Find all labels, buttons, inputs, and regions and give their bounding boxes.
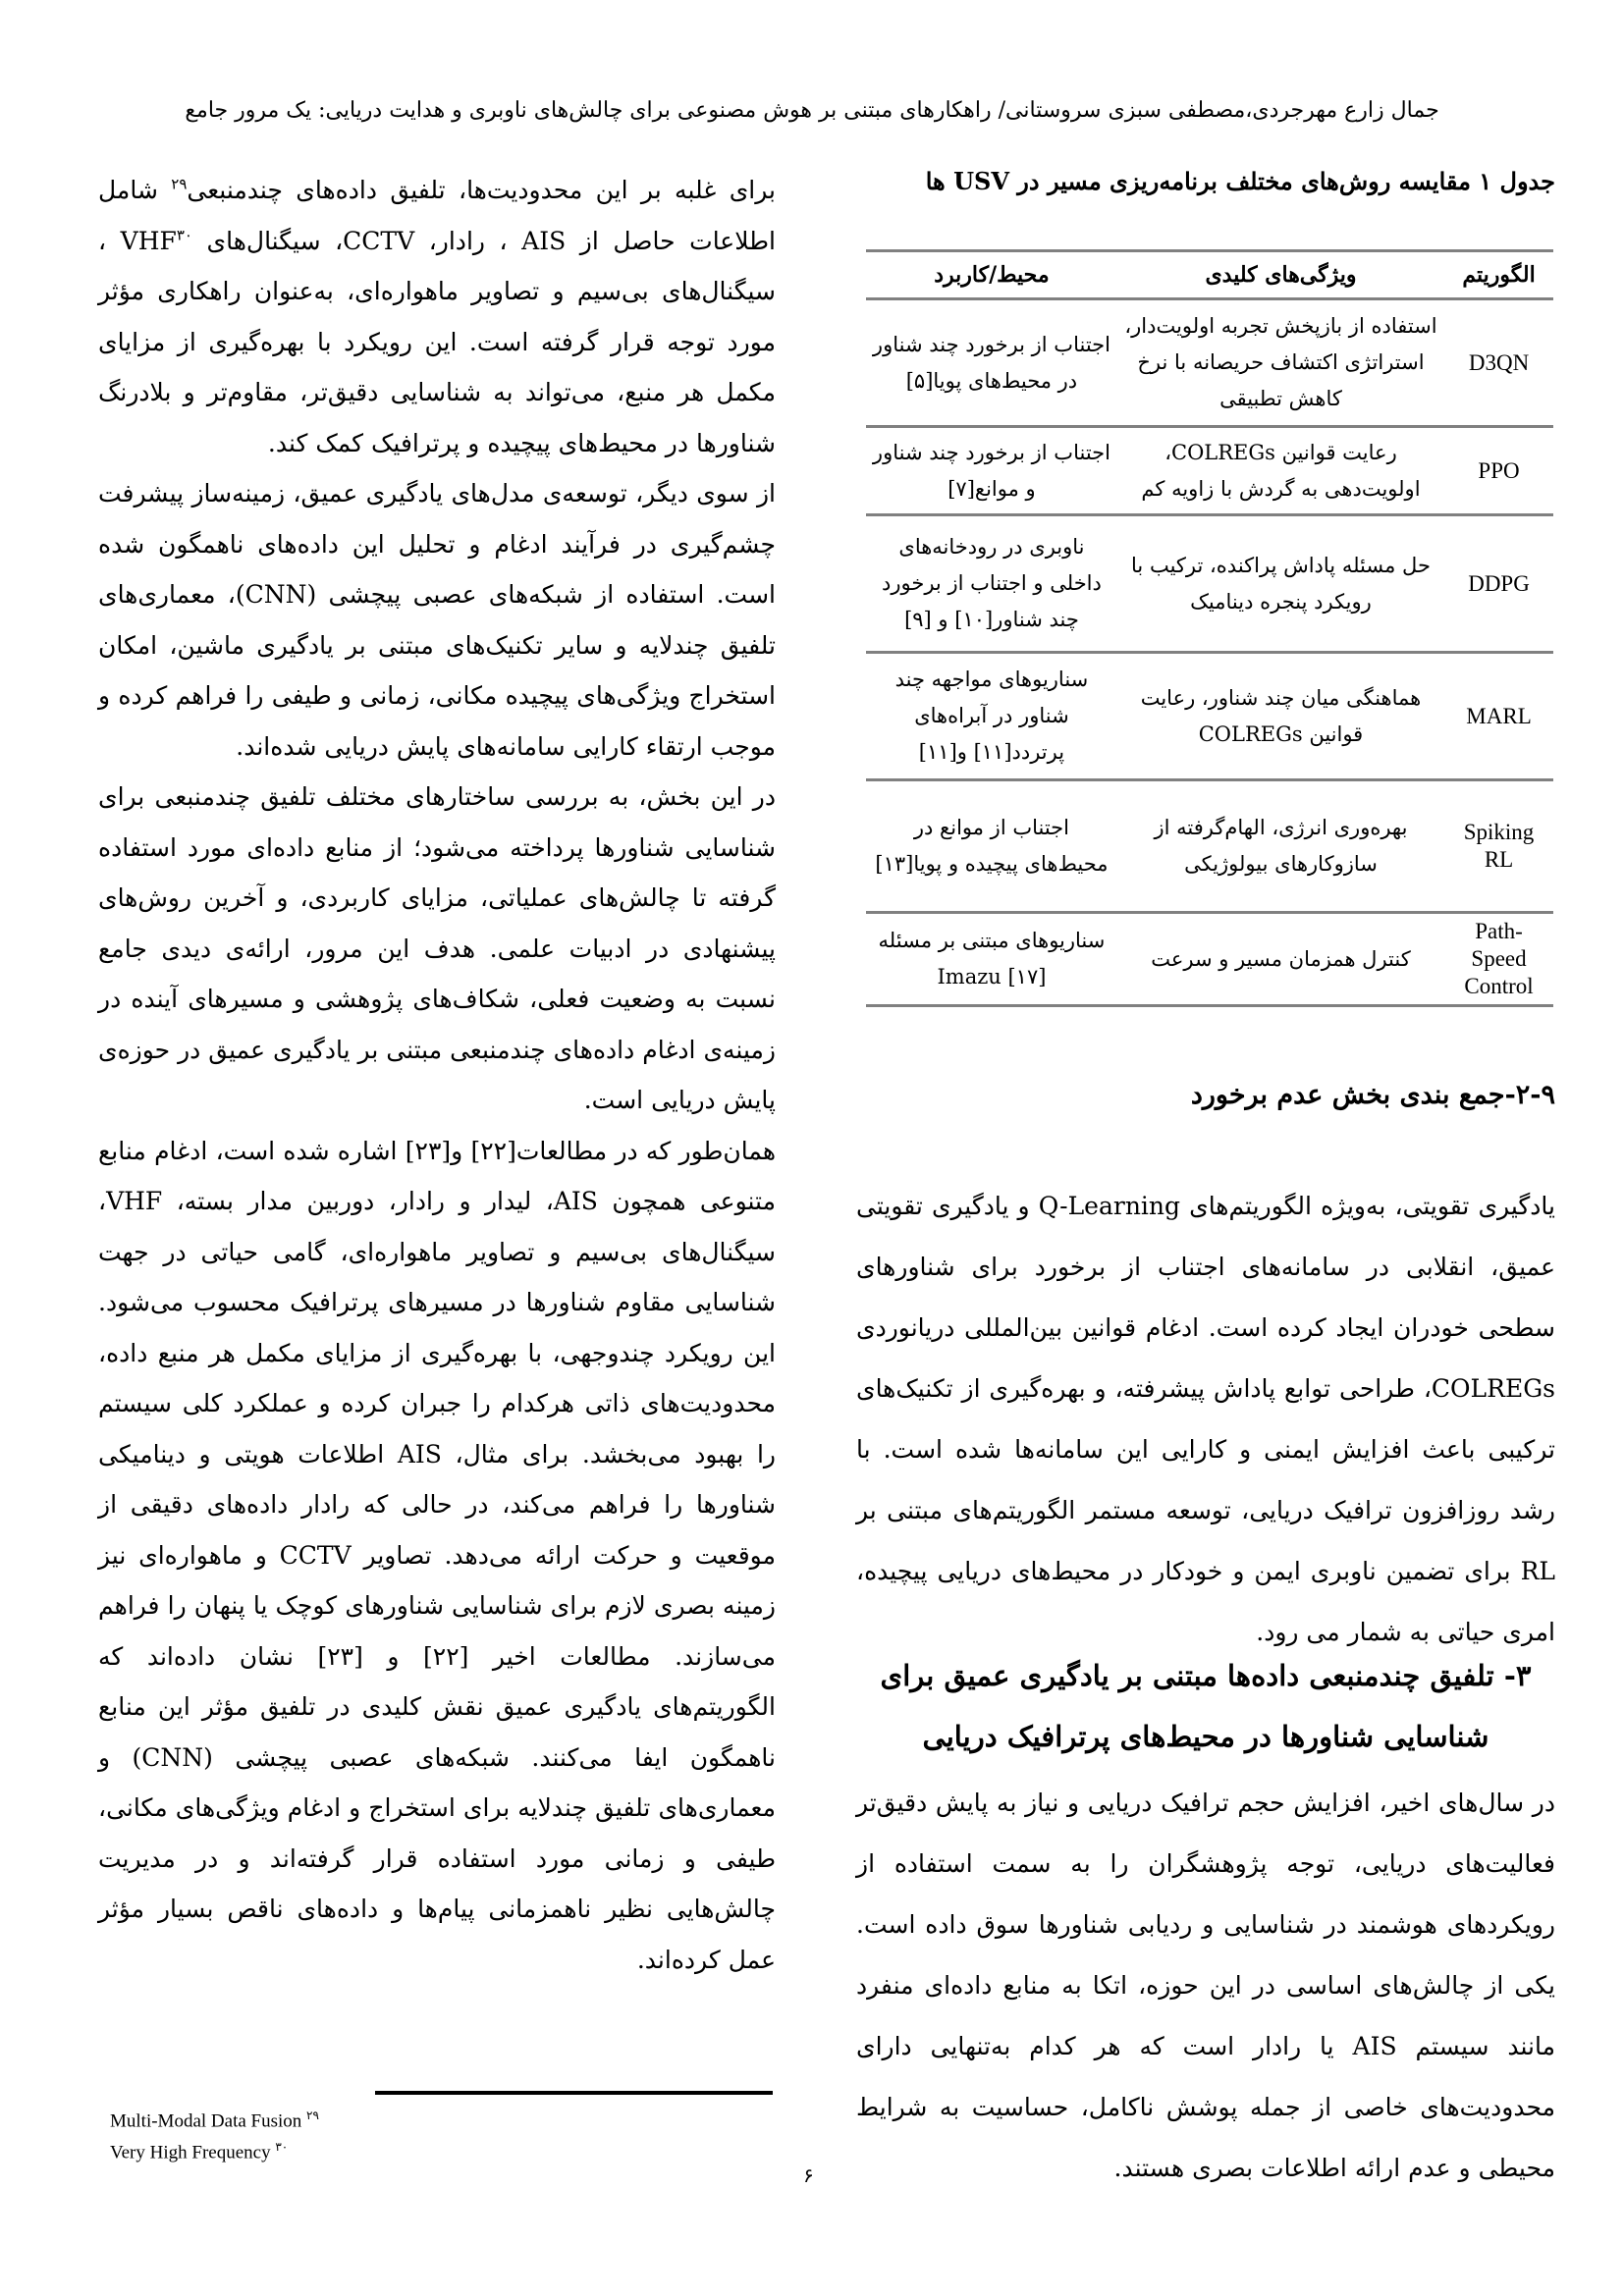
environment-cell: اجتناب از موانع در محیط‌های پیچیده و پویا[۱۳] xyxy=(866,780,1117,913)
algorithm-cell: DDPG xyxy=(1444,515,1553,653)
left-column xyxy=(98,165,776,1985)
column-header-algorithm: الگوریتم xyxy=(1444,251,1553,299)
footnote-marker[interactable]: ۲۹ xyxy=(171,175,188,193)
algorithm-cell: Path-Speed Control xyxy=(1444,913,1553,1006)
features-cell: استفاده از بازپخش تجربه اولویت‌دار، استراتژی اکتشاف حریصانه با نرخ کاهش تطبیقی xyxy=(1117,299,1444,427)
footnote-number: ۲۹ xyxy=(306,2109,319,2122)
algorithm-cell: PPO xyxy=(1444,427,1553,515)
table-row xyxy=(866,653,1553,780)
environment-cell: ناوبری در رودخانه‌های داخلی و اجتناب از برخورد چند شناور[۱۰] و [۹] xyxy=(866,515,1117,653)
paragraph-text: برای غلبه بر این محدودیت‌ها، تلفیق داده‌های چندمنبعی xyxy=(187,176,777,204)
algorithm-cell: Spiking RL xyxy=(1444,780,1553,913)
paragraph-text: شامل اطلاعات حاصل از AIS ، رادار، CCTV، سیگنال‌های VHF xyxy=(98,176,776,255)
features-cell: بهره‌وری انرژی، الهام‌گرفته از سازوکارهای بیولوژیکی xyxy=(1117,780,1444,913)
section-2-9-paragraph: یادگیری تقویتی، به‌ویژه الگوریتم‌های Q-Learning و یادگیری تقویتی عمیق، انقلابی در سامانه‌های اجتناب از برخورد برای شناورهای سطحی خودران ایجاد کرده است. ادغام قوانین بین‌المللی دریانوردی COLREGs، طراحی توابع پاداش پیشرفته، و بهره‌گیری از تکنیک‌های ترکیبی باعث افزایش ایمنی و کارایی این سامانه‌ها شده است. با رشد روزافزون ترافیک دریایی، توسعه مستمر الگوریتم‌های مبتنی بر RL برای تضمین ناوبری ایمن و خودکار در محیط‌های دریایی پیچیده، امری حیاتی به شمار می رود. xyxy=(856,1192,1555,1646)
table-row xyxy=(866,780,1553,913)
footnote-separator xyxy=(375,2091,773,2095)
table-row xyxy=(866,515,1553,653)
footnote-text: Very High Frequency xyxy=(110,2142,271,2163)
section-heading-3: ۳- تلفیق چندمنبعی داده‌ها مبتنی بر یادگیری عمیق برای شناسایی شناورها در محیط‌های پرترافیک دریایی xyxy=(880,1659,1532,1753)
section-heading-2-9: ۲-۹-جمع بندی بخش عدم برخورد xyxy=(1190,1080,1555,1110)
column-header-environment: محیط/کاربرد xyxy=(866,251,1117,299)
table-row xyxy=(866,427,1553,515)
environment-cell: سناریوهای مبتنی بر مسئله Imazu [۱۷] xyxy=(866,913,1117,1006)
footnote-text: Multi-Modal Data Fusion xyxy=(110,2110,302,2132)
features-cell: کنترل همزمان مسیر و سرعت xyxy=(1117,913,1444,1006)
column-header-features: ویژگی‌های کلیدی xyxy=(1117,251,1444,299)
page-number: ۶ xyxy=(803,2163,814,2187)
table-row xyxy=(866,913,1553,1006)
algorithm-cell: D3QN xyxy=(1444,299,1553,427)
environment-cell: اجتناب از برخورد چند شناور در محیط‌های پویا[۵] xyxy=(866,299,1117,427)
paragraph: از سوی دیگر، توسعه‌ی مدل‌های یادگیری عمیق، زمینه‌ساز پیشرفت چشم‌گیری در فرآیند ادغام و تحلیل این داده‌های ناهمگون شده است. استفاده از شبکه‌های عصبی پیچشی (CNN)، معماری‌های تلفیق چندلایه و سایر تکنیک‌های مبتنی بر یادگیری ماشین، امکان استخراج ویژگی‌های پیچیده مکانی، زمانی و طیفی را فراهم کرده و موجب ارتقاء کارایی سامانه‌های پایش دریایی شده‌اند. xyxy=(98,479,776,761)
section-3-paragraph: در سال‌های اخیر، افزایش حجم ترافیک دریایی و نیاز به پایش دقیق‌تر فعالیت‌های دریایی، توجه پژوهشگران را به سمت استفاده از رویکردهای هوشمند در شناسایی و ردیابی شناورها سوق داده است. یکی از چالش‌های اساسی در این حوزه، اتکا به منابع داده‌ای منفرد مانند سیستم AIS یا رادار است که هر کدام به‌تنهایی دارای محدودیت‌های خاصی از جمله پوشش ناکامل، حساسیت به شرایط محیطی و عدم ارائه اطلاعات بصری هستند. xyxy=(856,1789,1555,2182)
paragraph: در این بخش، به بررسی ساختارهای مختلف تلفیق چندمنبعی برای شناسایی شناورها پرداخته می‌شود؛ از منابع داده‌ای مورد استفاده گرفته تا چالش‌های عملیاتی، مزایای کاربردی، و آخرین روش‌های پیشنهادی در ادبیات علمی. هدف این مرور، ارائه‌ی دیدی جامع نسبت به وضعیت فعلی، شکاف‌های پژوهشی و مسیرهای آینده در زمینه‌ی ادغام داده‌های چندمنبعی مبتنی بر یادگیری عمیق در حوزه‌ی پایش دریایی است. xyxy=(98,782,776,1114)
footnote-marker[interactable]: ۳۰ xyxy=(176,226,192,244)
footnote xyxy=(110,2140,288,2163)
algorithm-cell: MARL xyxy=(1444,653,1553,780)
paragraph xyxy=(98,165,776,468)
features-cell: رعایت قوانین COLREGs، اولویت‌دهی به گردش با زاویه کم xyxy=(1117,427,1444,515)
table-caption: جدول ۱ مقایسه روش‌های مختلف برنامه‌ریزی مسیر در USV ها xyxy=(925,167,1555,195)
footnote-number: ۳۰ xyxy=(275,2140,289,2154)
paragraph-text: ، سیگنال‌های بی‌سیم و تصاویر ماهواره‌ای، به‌عنوان راهکاری مؤثر مورد توجه قرار گرفته است. این رویکرد با بهره‌گیری از مزایای مکمل هر منبع، می‌تواند به شناسایی دقیق‌تر، مقاوم‌تر و بلادرنگ شناورها در محیط‌های پیچیده و پرترافیک کمک کند. xyxy=(98,226,776,457)
table-header-row xyxy=(866,251,1553,299)
running-head: جمال زارع مهرجردی،مصطفی سبزی سروستانی/ راهکارهای مبتنی بر هوش مصنوعی برای چالش‌های ناوبری و هدایت دریایی: یک مرور جامع xyxy=(185,98,1439,123)
footnote xyxy=(110,2109,319,2132)
environment-cell: اجتناب از برخورد چند شناور و موانع[۷] xyxy=(866,427,1117,515)
table-row xyxy=(866,299,1553,427)
features-cell: حل مسئله پاداش پراکنده، ترکیب با رویکرد پنجره دینامیک xyxy=(1117,515,1444,653)
comparison-table xyxy=(866,249,1553,1007)
paragraph: همان‌طور که در مطالعات[۲۲] و[۲۳] اشاره شده است، ادغام منابع متنوعی همچون AIS، لیدار و رادار، دوربین مدار بسته، VHF، سیگنال‌های بی‌سیم و تصاویر ماهواره‌ای، گامی حیاتی در جهت شناسایی مقاوم شناورها در مسیرهای پرترافیک محسوب می‌شود. این رویکرد چندوجهی، با بهره‌گیری از مزایای مکمل هر منبع داده، محدودیت‌های ذاتی هرکدام را جبران کرده و عملکرد کلی سیستم را بهبود می‌بخشد. برای مثال، AIS اطلاعات هویتی و دینامیکی شناورها را فراهم می‌کند، در حالی که رادار داده‌های دقیقی از موقعیت و حرکت ارائه می‌دهد. تصاویر CCTV و ماهواره‌ای نیز زمینه بصری لازم برای شناسایی شناورهای کوچک یا پنهان را فراهم می‌سازند. مطالعات اخیر [۲۲] و [۲۳] نشان داده‌اند که الگوریتم‌های یادگیری عمیق نقش کلیدی در تلفیق مؤثر این منابع ناهمگون ایفا می‌کنند. شبکه‌های عصبی پیچشی (CNN) و معماری‌های تلفیق چندلایه برای استخراج و ادغام ویژگی‌های مکانی، طیفی و زمانی مورد استفاده قرار گرفته‌اند و در مدیریت چالش‌هایی نظیر ناهمزمانی پیام‌ها و داده‌های ناقص بسیار مؤثر عمل کرده‌اند. xyxy=(98,1136,777,1974)
features-cell: هماهنگی میان چند شناور، رعایت قوانین COLREGs xyxy=(1117,653,1444,780)
environment-cell: سناریوهای مواجهه چند شناور در آبراه‌های پرتردد[۱۱] و[۱۱] xyxy=(866,653,1117,780)
